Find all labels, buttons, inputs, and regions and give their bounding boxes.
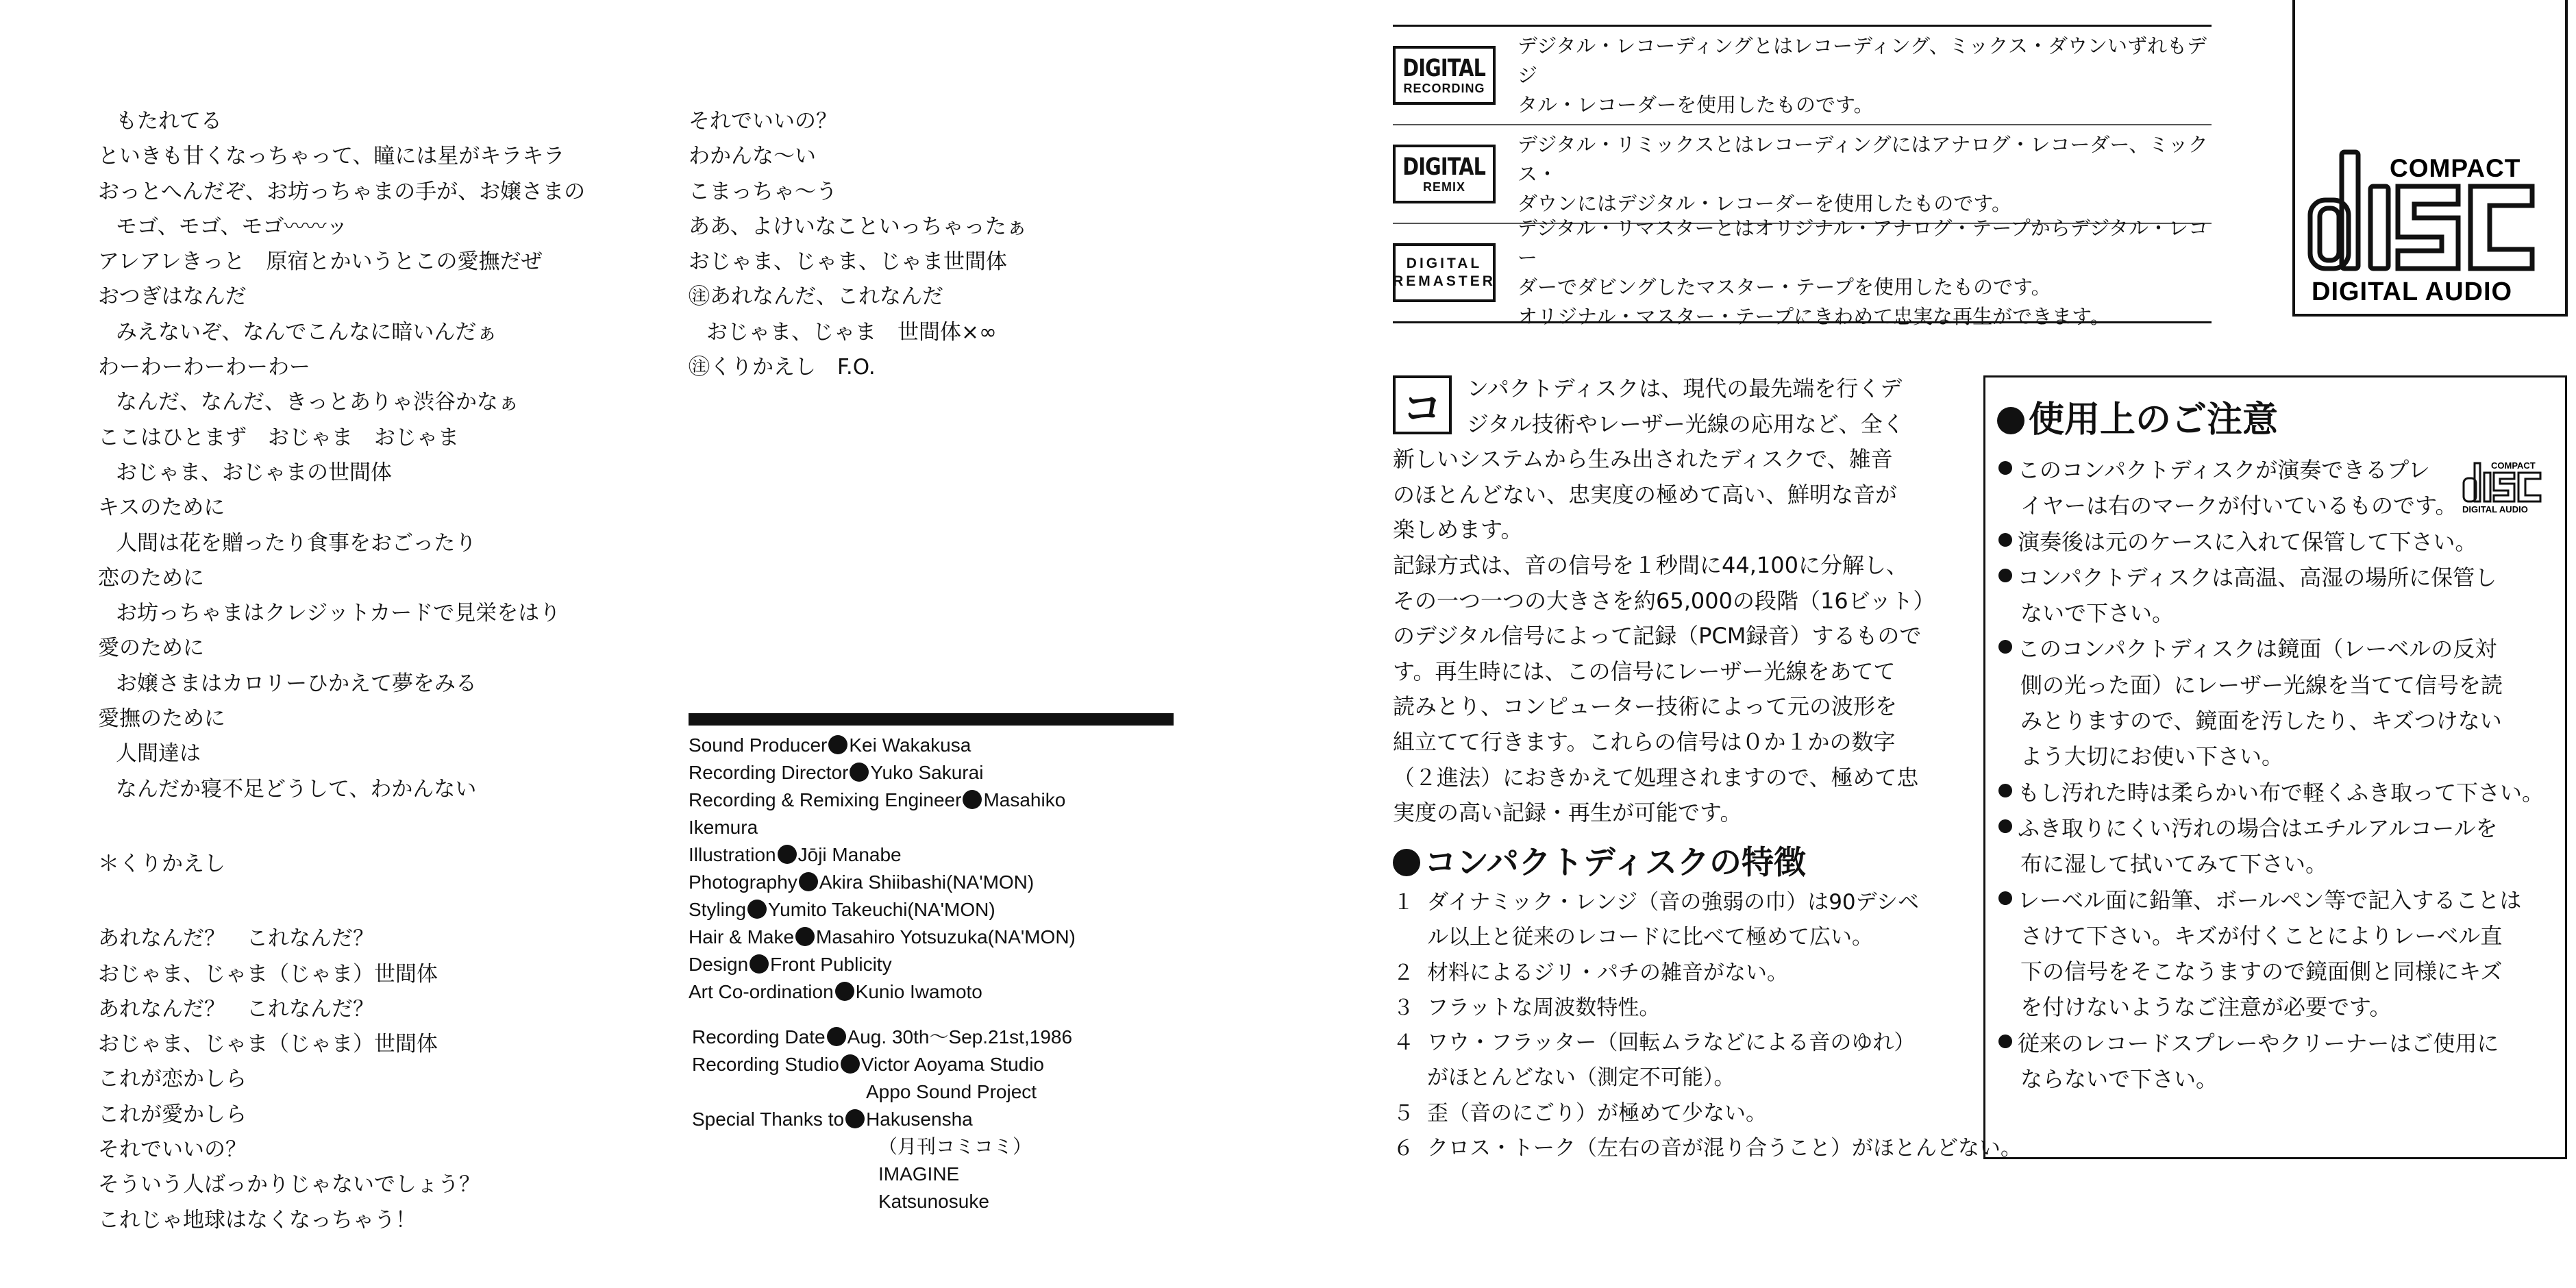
cd-logo-digital-audio-text: DIGITAL AUDIO [2312, 277, 2513, 306]
compact-disc-logo [2292, 0, 2568, 317]
lyric-line: といきも甘くなっちゃって、瞳には星がキラキラ [98, 144, 565, 169]
bullet-dot-icon [747, 900, 767, 919]
lyric-line: お坊っちゃまはクレジットカードで見栄をはり [116, 601, 561, 626]
intro-line: その一つ一つの大きさを約65,000の段階（16ビット） [1393, 587, 1935, 614]
lyric-line: 人間は花を贈ったり食事をおごったり [116, 530, 477, 556]
lyric-gap [98, 882, 687, 921]
credit-line [689, 841, 1127, 869]
description-line: ダーでダビングしたマスター・テープを使用したものです。 [1518, 275, 2051, 299]
credit-role: Photography [689, 871, 797, 893]
usage-note-line [1997, 1061, 2566, 1097]
digital-remaster-badge [1393, 243, 1496, 302]
bullet-dot-icon [963, 790, 982, 809]
usage-note-line [1997, 667, 2566, 703]
feature-text: 材料によるジリ・パチの雑音がない。 [1427, 960, 1788, 985]
bullet-dot-icon [1998, 784, 2012, 797]
badge-subtitle: REMIX [1422, 180, 1465, 194]
usage-note-line [1997, 882, 2566, 918]
lyric-repeat-mark: ＊くりかえし [98, 851, 225, 876]
lyric-line: わーわーわーわーわー [98, 355, 310, 380]
lyric-line: 愛撫のために [98, 706, 225, 732]
description-line: ダウンにはデジタル・レコーダーを使用したものです。 [1518, 191, 2011, 215]
usage-note-line [1997, 739, 2566, 774]
credit-line [692, 1161, 1130, 1188]
bullet-dot-icon [778, 845, 797, 864]
credit-line [692, 1051, 1130, 1078]
credit-line [692, 1078, 1130, 1106]
lyric-line: もたれてる [116, 109, 222, 134]
feature-text: ワウ・フラッター（回転ムラなどによる音のゆれ） [1427, 1030, 1916, 1056]
badge-title: DIGITAL [1402, 55, 1486, 82]
bullet-dot-icon [795, 927, 815, 946]
lyric-line: それでいいの？ [689, 109, 837, 134]
usage-note-line [1997, 954, 2566, 989]
description-line: タル・レコーダーを使用したものです。 [1518, 92, 1874, 116]
usage-note-text: 従来のレコードスプレーやクリーナーはご使用に [2018, 1030, 2499, 1056]
lyric-line: ああ、よけいなこといっちゃったぁ [689, 214, 1028, 239]
features-heading-text: コンパクトディスクの特徴 [1424, 844, 1806, 882]
lyric-line: みえないぞ、なんでこんなに暗いんだぁ [116, 319, 498, 345]
feature-text: ル以上と従来のレコードに比べて極めて広い。 [1427, 925, 1873, 950]
feature-line [1393, 1026, 1968, 1061]
lyric-line: お嬢さまはカロリーひかえて夢をみる [116, 671, 477, 696]
credit-name: Masahiko [983, 789, 1066, 810]
feature-text: がほとんどない（測定不可能）。 [1427, 1065, 1735, 1091]
bullet-dot-icon [1998, 461, 2012, 475]
intro-line: 実度の高い記録・再生が可能です。 [1393, 800, 1742, 826]
drop-cap-ko: コ [1393, 375, 1452, 434]
credit-line [692, 1133, 1130, 1161]
intro-line: のデジタル信号によって記録（PCM録音）するもので [1393, 623, 1922, 649]
credit-role: Special Thanks to [692, 1109, 845, 1130]
credit-line [689, 732, 1127, 759]
description-line: デジタル・リマスターとはオリジナル・アナログ・テープからデジタル・レコー [1518, 216, 2209, 269]
description-line: デジタル・リミックスとはレコーディングにはアナログ・レコーダー、ミックス・ [1518, 132, 2208, 186]
usage-note-text: ならないで下さい。 [2020, 1066, 2218, 1093]
badge-subtitle: RECORDING [1403, 82, 1485, 95]
lyrics-column-right [689, 104, 1168, 385]
feature-line [1393, 920, 1968, 955]
usage-note-text: ないで下さい。 [2020, 600, 2175, 627]
credit-line [692, 1106, 1130, 1133]
feature-number: ２ [1393, 960, 1414, 985]
credit-role: Recording & Remixing Engineer [689, 789, 962, 810]
usage-note-line [1997, 846, 2566, 882]
lyric-line: これが恋かしら [98, 1067, 247, 1092]
credit-role: Styling [689, 899, 747, 920]
credits-divider-bar [689, 713, 1174, 726]
intro-line: す。再生時には、この信号にレーザー光線をあてて [1393, 658, 1896, 684]
lyric-line: ㊟あれなんだ、これなんだ [689, 284, 943, 310]
usage-note-text: 演奏後は元のケースに入れて保管して下さい。 [2018, 528, 2477, 555]
lyric-line: なんだ、なんだ、きっとありゃ渋谷かなぁ [116, 390, 519, 415]
lyrics-column-left [98, 104, 687, 1238]
lyric-line: こまっちゃ〜う [689, 179, 837, 204]
bullet-dot-icon [827, 1027, 846, 1046]
lyric-line: おっとへんだぞ、お坊っちゃまの手が、お嬢さまの [98, 179, 586, 204]
intro-line: 楽しめます。 [1393, 517, 1523, 543]
description-line: オリジナル・マスター・テープにきわめて忠実な再生ができます。 [1518, 305, 2110, 328]
feature-text: フラットな周波数特性。 [1427, 995, 1661, 1020]
credit-line [689, 787, 1127, 814]
lyric-line: モゴ、モゴ、モゴ〰〰ッ [116, 214, 348, 239]
usage-note-line [1997, 595, 2566, 631]
credit-line [692, 1188, 1130, 1215]
usage-note-text: 下の信号をそこなうますので鏡面側と同様にキズ [2020, 958, 2503, 985]
feature-line [1393, 1096, 1968, 1131]
intro-line: 組立てて行きます。これらの信号は０か１かの数字 [1393, 728, 1896, 755]
credit-name: Kunio Iwamoto [855, 981, 982, 1002]
bullet-dot-icon [1997, 407, 2024, 434]
compact-disc-logo-mark [2295, 0, 2565, 314]
lyric-line: あれなんだ？ これなんだ？ [98, 926, 374, 952]
feature-number: ３ [1393, 995, 1414, 1020]
usage-note-line [1997, 918, 2566, 954]
usage-note-line [1997, 775, 2566, 810]
credit-role: Recording Date [692, 1026, 826, 1048]
description-line: デジタル・レコーディングとはレコーディング、ミックス・ダウンいずれもデジ [1518, 34, 2207, 87]
usage-note-text: レーベル面に鉛筆、ボールペン等で記入することは [2018, 887, 2522, 913]
bullet-dot-icon [1393, 849, 1420, 876]
lyric-line: なんだか寝不足どうして、わかんない [116, 776, 477, 802]
feature-line [1393, 1061, 1968, 1095]
lyric-gap [98, 807, 687, 847]
credit-line [689, 869, 1127, 896]
usage-note-text: 側の光った面）にレーザー光線を当てて信号を読 [2020, 671, 2503, 698]
small-logo-compact-text: COMPACT [2491, 460, 2536, 471]
bullet-dot-icon [1998, 640, 2012, 654]
credit-name: Yuko Sakurai [870, 762, 984, 783]
credit-name: Kei Wakakusa [849, 734, 971, 756]
digital-format-row [1393, 27, 2212, 124]
credit-name: Akira Shiibashi(NA'MON) [819, 871, 1035, 893]
bullet-dot-icon [1998, 1035, 2012, 1048]
features-list [1393, 885, 2022, 1166]
usage-note-line [1997, 1026, 2566, 1061]
lyric-line: おじゃま、じゃま（じゃま）世間体 [98, 961, 438, 987]
bullet-dot-icon [750, 954, 769, 974]
feature-number: ４ [1393, 1030, 1414, 1056]
credit-name: Masahiro Yotsuzuka(NA'MON) [816, 926, 1076, 948]
credit-name: Yumito Takeuchi(NA'MON) [768, 899, 995, 920]
feature-line [1393, 1131, 2022, 1166]
bullet-dot-icon [828, 735, 847, 754]
lyric-line: あれなんだ？ これなんだ？ [98, 996, 374, 1021]
usage-note-text: コンパクトディスクは高温、高湿の場所に保管し [2018, 564, 2497, 591]
credit-role: Hair & Make [689, 926, 795, 948]
feature-line [1393, 991, 1968, 1026]
feature-text: クロス・トーク（左右の音が混り合うこと）がほとんどない。 [1427, 1136, 2022, 1161]
intro-line: ンパクトディスクは、現代の最先端を行くデ [1467, 375, 1903, 401]
badge-title: DIGITAL [1406, 256, 1483, 271]
feature-text: ダイナミック・レンジ（音の強弱の巾）は90デシベ [1427, 890, 1920, 915]
bullet-dot-icon [1998, 819, 2012, 833]
lyric-line: そういう人ばっかりじゃないでしょう？ [98, 1172, 480, 1198]
lyric-line: おじゃま、おじゃまの世間体 [116, 460, 392, 485]
usage-note-text: このコンパクトディスクは鏡面（レーベルの反対 [2018, 636, 2497, 662]
bullet-dot-icon [799, 872, 818, 891]
credit-role: Design [689, 954, 749, 975]
intro-line: （２進法）におきかえて処理されますので、極めて忠 [1393, 764, 1919, 791]
feature-number: ５ [1393, 1100, 1414, 1126]
usage-note-line [1997, 524, 2566, 560]
features-heading [1393, 837, 1806, 883]
credit-name: Katsunosuke [878, 1191, 989, 1212]
credit-role: Illustration [689, 844, 776, 865]
feature-line [1393, 956, 1968, 991]
bullet-dot-icon [841, 1054, 860, 1074]
credit-name: Aug. 30th〜Sep.21st,1986 [847, 1026, 1073, 1048]
badge-subtitle: REMASTER [1393, 273, 1496, 289]
lyric-line: これじゃ地球はなくなっちゃう！ [98, 1207, 417, 1233]
lyric-line: アレアレきっと 原宿とかいうとこの愛撫だぜ [98, 249, 543, 275]
cd-logo-compact-text: COMPACT [2390, 154, 2521, 182]
credit-line [692, 1024, 1130, 1051]
digital-remix-badge [1393, 145, 1496, 203]
digital-format-description [1518, 130, 2212, 219]
lyric-line: わかんな〜い [689, 144, 816, 169]
bullet-dot-icon [850, 763, 869, 782]
digital-recording-badge [1393, 46, 1496, 105]
usage-note-text: さけて下さい。キズが付くことによりレーベル直 [2020, 922, 2503, 949]
bullet-dot-icon [835, 982, 854, 1001]
usage-note-text: イヤーは右のマークが付いているものです。 [2020, 493, 2457, 519]
usage-notes-heading-text: 使用上のご注意 [2029, 399, 2279, 441]
digital-recording-table [1393, 25, 2212, 328]
usage-notes-list [1997, 452, 2566, 1097]
lyric-line: おじゃま、じゃま（じゃま）世間体 [98, 1032, 438, 1057]
small-logo-digital-audio-text: DIGITAL AUDIO [2462, 504, 2528, 515]
credit-name: （月刊コミコミ） [878, 1136, 1032, 1157]
digital-format-description [1518, 32, 2212, 120]
small-compact-disc-logo [2460, 458, 2549, 515]
bullet-dot-icon [1998, 569, 2012, 582]
lyric-line: キスのために [98, 495, 225, 521]
credit-role: Art Co-ordination [689, 981, 834, 1002]
digital-format-row [1393, 216, 2212, 328]
usage-note-text: を付けないようなご注意が必要です。 [2020, 994, 2392, 1021]
usage-notes-heading [1997, 391, 2278, 442]
usage-note-line [1997, 560, 2566, 595]
credit-line [689, 924, 1127, 951]
bullet-dot-icon [1998, 533, 2012, 547]
credit-name: Jōji Manabe [797, 844, 902, 865]
credit-name: Ikemura [689, 817, 758, 838]
credit-role: Recording Studio [692, 1054, 839, 1075]
usage-note-line [1997, 810, 2566, 846]
intro-line: 記録方式は、音の信号を１秒間に44,100に分解し、 [1393, 552, 1908, 578]
credit-role: Sound Producer [689, 734, 828, 756]
feature-number: ６ [1393, 1136, 1414, 1161]
feature-line [1393, 885, 1968, 920]
credit-name: Hakusensha [866, 1109, 973, 1130]
compact-disc-intro-text [1393, 371, 1955, 831]
credit-name: Appo Sound Project [866, 1081, 1037, 1102]
credit-line [689, 814, 1127, 841]
credit-name: IMAGINE [878, 1163, 960, 1185]
digital-format-description [1518, 214, 2212, 332]
usage-note-text: もし汚れた時は柔らかい布で軽くふき取って下さい。 [2018, 779, 2544, 806]
lyric-line: おじゃま、じゃま、じゃま世間体 [689, 249, 1007, 275]
usage-note-text: このコンパクトディスクが演奏できるプレ [2018, 457, 2430, 483]
credit-line [689, 896, 1127, 924]
intro-line: 新しいシステムから生み出されたディスクで、雑音 [1393, 446, 1893, 473]
bullet-dot-icon [1998, 891, 2012, 905]
usage-note-text: みとりますので、鏡面を汚したり、キズつけない [2020, 708, 2502, 734]
usage-note-text: 布に湿して拭いてみて下さい。 [2020, 851, 2328, 878]
lyric-line: おじゃま、じゃま 世間体×∞ [706, 319, 997, 345]
lyric-line: ㊟くりかえし F.O. [689, 355, 876, 380]
badge-title: DIGITAL [1402, 153, 1486, 181]
usage-note-text: よう大切にお使い下さい。 [2020, 743, 2284, 770]
small-disc-icon [2460, 458, 2549, 515]
recording-credits-list [692, 1024, 1130, 1215]
lyric-line: おつぎはなんだ [98, 284, 247, 310]
credit-name: Front Publicity [770, 954, 892, 975]
lyric-line: 恋のために [98, 565, 204, 591]
lyric-line: 人間達は [116, 741, 201, 767]
credit-line [689, 951, 1127, 978]
bullet-dot-icon [845, 1109, 865, 1128]
usage-note-line [1997, 631, 2566, 667]
feature-text: 歪（音のにごり）が極めて少ない。 [1427, 1100, 1767, 1126]
intro-line: 読みとり、コンピューター技術によって元の波形を [1393, 693, 1898, 720]
usage-note-line [1997, 989, 2566, 1025]
digital-format-row [1393, 125, 2212, 223]
credit-line [689, 978, 1127, 1006]
credit-line [689, 759, 1127, 787]
intro-line: のほとんどない、忠実度の極めて高い、鮮明な音が [1393, 481, 1898, 508]
credits-list [689, 732, 1127, 1006]
intro-line: ジタル技術やレーザー光線の応用など、全く [1467, 410, 1905, 437]
lyric-line: これが愛かしら [98, 1102, 247, 1127]
feature-number: １ [1393, 890, 1414, 915]
lyric-line: ここはひとまず おじゃま おじゃま [98, 425, 459, 450]
usage-note-text: ふき取りにくい汚れの場合はエチルアルコールを [2018, 815, 2498, 841]
credit-role: Recording Director [689, 762, 849, 783]
usage-note-line [1997, 703, 2566, 739]
credit-name: Victor Aoyama Studio [860, 1054, 1045, 1075]
lyric-line: それでいいの？ [98, 1137, 247, 1163]
lyric-line: 愛のために [98, 636, 204, 661]
